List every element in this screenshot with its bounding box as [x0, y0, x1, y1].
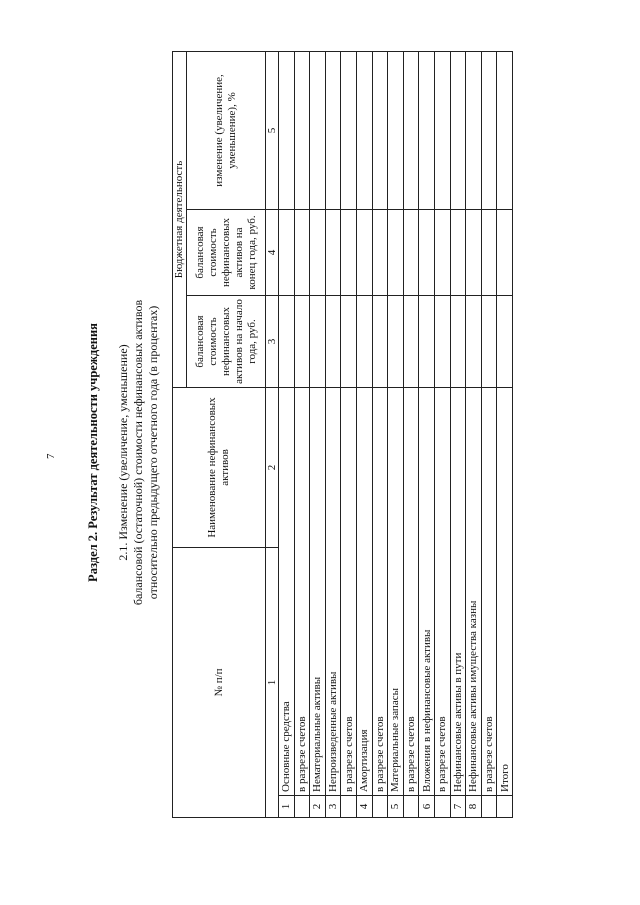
row-number: 3	[325, 796, 341, 818]
column-number: 2	[266, 387, 279, 547]
row-value-col5	[325, 51, 341, 209]
row-value-col3	[341, 295, 357, 387]
row-value-col5	[403, 51, 419, 209]
row-number	[341, 796, 357, 818]
row-name: в разрезе счетов	[481, 387, 497, 795]
row-value-col3	[481, 295, 497, 387]
row-name: в разрезе счетов	[434, 387, 450, 795]
row-value-col3	[466, 295, 482, 387]
row-value-col5	[497, 51, 513, 209]
row-value-col5	[434, 51, 450, 209]
row-name: Нефинансовые активы в пути	[450, 387, 466, 795]
row-name: Материальные запасы	[388, 387, 404, 795]
row-value-col4	[341, 209, 357, 295]
row-number: 8	[466, 796, 482, 818]
column-number: 5	[266, 51, 279, 209]
table-row	[388, 51, 404, 817]
row-value-col5	[372, 51, 388, 209]
row-value-col5	[294, 51, 310, 209]
table-row	[419, 51, 435, 817]
table-row	[403, 51, 419, 817]
row-value-col3	[434, 295, 450, 387]
row-value-col4	[419, 209, 435, 295]
table-row	[356, 51, 372, 817]
table-row	[341, 51, 357, 817]
header-name: Наименование нефинансовых активов	[173, 387, 266, 547]
row-name: Вложения в нефинансовые активы	[419, 387, 435, 795]
row-value-col4	[497, 209, 513, 295]
row-value-col4	[450, 209, 466, 295]
row-value-col5	[356, 51, 372, 209]
page-number: 7	[45, 453, 57, 459]
row-name: в разрезе счетов	[403, 387, 419, 795]
column-number: 4	[266, 209, 279, 295]
subtitle-line-3: относительно предыдущего отчетного года (в процентах)	[146, 305, 160, 600]
header-col4: балансовая стоимость нефинансовых активов на конец года, руб.	[187, 209, 266, 295]
row-value-col4	[466, 209, 482, 295]
table-row	[279, 51, 295, 817]
table-row	[325, 51, 341, 817]
row-value-col5	[341, 51, 357, 209]
row-name: Основные средства	[279, 387, 295, 795]
row-number: 5	[388, 796, 404, 818]
row-number	[372, 796, 388, 818]
subtitle-line-2: балансовой (остаточной) стоимости нефинансовых активов	[131, 299, 145, 606]
row-number: 6	[419, 796, 435, 818]
row-number	[294, 796, 310, 818]
row-number	[403, 796, 419, 818]
row-value-col3	[294, 295, 310, 387]
row-number: 4	[356, 796, 372, 818]
row-value-col4	[325, 209, 341, 295]
table-row	[481, 51, 497, 817]
row-name: в разрезе счетов	[294, 387, 310, 795]
row-value-col4	[481, 209, 497, 295]
row-value-col3	[279, 295, 295, 387]
row-value-col4	[372, 209, 388, 295]
row-number: 2	[310, 796, 326, 818]
row-name: в разрезе счетов	[372, 387, 388, 795]
table-row	[434, 51, 450, 817]
row-name: в разрезе счетов	[341, 387, 357, 795]
row-value-col4	[403, 209, 419, 295]
table-body	[279, 51, 513, 817]
row-name: Нематериальные активы	[310, 387, 326, 795]
row-value-col4	[356, 209, 372, 295]
table-row	[372, 51, 388, 817]
row-name: Непроизведенные активы	[325, 387, 341, 795]
row-value-col5	[481, 51, 497, 209]
row-value-col5	[310, 51, 326, 209]
row-value-col5	[450, 51, 466, 209]
table-header-row	[173, 51, 187, 817]
row-value-col3	[450, 295, 466, 387]
row-value-col4	[388, 209, 404, 295]
column-number: 1	[266, 547, 279, 817]
row-number	[434, 796, 450, 818]
header-col3: балансовая стоимость нефинансовых активов на начало года, руб.	[187, 295, 266, 387]
subtitle-line-1: 2.1. Изменение (увеличение, уменьшение)	[116, 344, 130, 561]
row-value-col4	[310, 209, 326, 295]
row-number	[481, 796, 497, 818]
row-value-col5	[388, 51, 404, 209]
column-number-row	[266, 51, 279, 817]
row-value-col3	[372, 295, 388, 387]
table-row	[466, 51, 482, 817]
row-name: Нефинансовые активы имущества казны	[466, 387, 482, 795]
table-row	[310, 51, 326, 817]
row-number: 1	[279, 796, 295, 818]
header-num: № п/п	[173, 547, 266, 817]
row-value-col4	[434, 209, 450, 295]
row-name: Итого	[497, 387, 513, 795]
table-row	[497, 51, 513, 817]
row-value-col4	[279, 209, 295, 295]
row-value-col3	[356, 295, 372, 387]
row-name: Амортизация	[356, 387, 372, 795]
row-number	[497, 796, 513, 818]
header-group: Бюджетная деятельность	[173, 51, 187, 387]
row-value-col5	[279, 51, 295, 209]
row-value-col3	[310, 295, 326, 387]
row-value-col3	[403, 295, 419, 387]
table-row	[450, 51, 466, 817]
row-value-col3	[325, 295, 341, 387]
row-value-col4	[294, 209, 310, 295]
table-row	[294, 51, 310, 817]
section-title: Раздел 2. Результат деятельности учреждения	[86, 323, 100, 582]
assets-table	[172, 51, 513, 818]
row-number: 7	[450, 796, 466, 818]
row-value-col3	[419, 295, 435, 387]
column-number: 3	[266, 295, 279, 387]
row-value-col3	[388, 295, 404, 387]
row-value-col5	[419, 51, 435, 209]
row-value-col5	[466, 51, 482, 209]
header-col5: изменение (увеличение, уменьшение), %	[187, 51, 266, 209]
row-value-col3	[497, 295, 513, 387]
